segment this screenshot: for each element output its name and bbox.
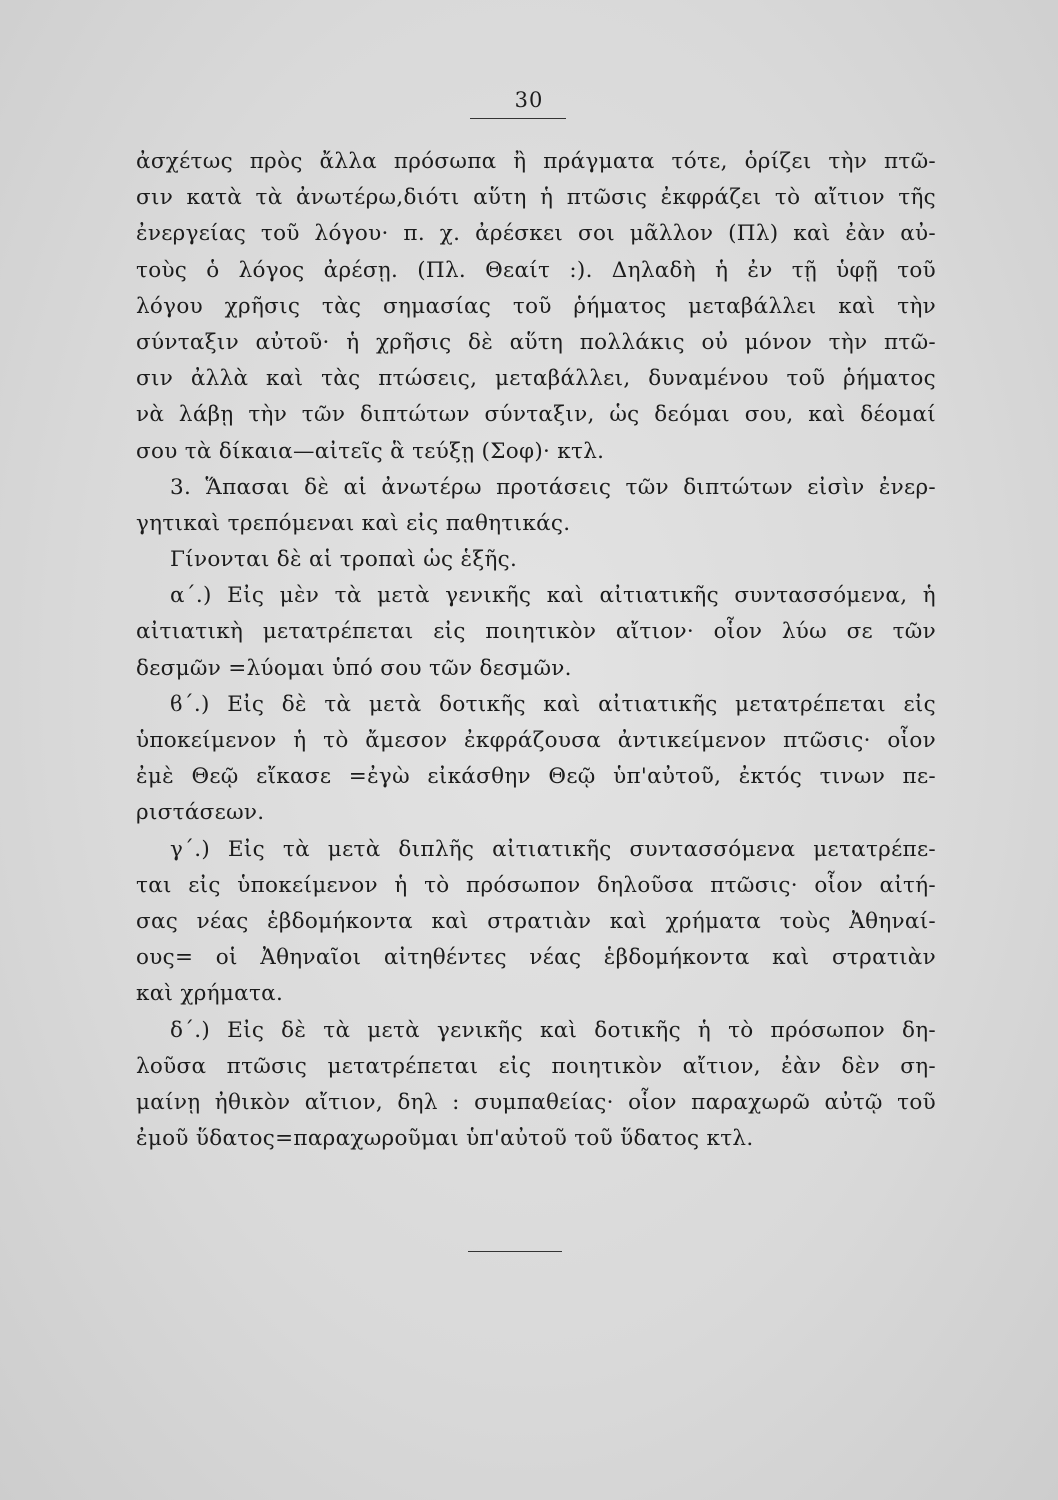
text-line: ἀσχέτως πρὸς ἄλλα πρόσωπα ἢ πράγματα τότε, ὁρίζει τὴν πτῶ- (136, 149, 936, 174)
text-line: καὶ χρήματα. (136, 981, 284, 1007)
text-line: σου τὰ δίκαια—αἰτεῖς ἃ τεύξῃ (Σοφ)· κτλ. (136, 438, 605, 464)
text-line: λοῦσα πτῶσις μετατρέπεται εἰς ποιητικὸν αἴτιον, ἐὰν δὲν ση- (136, 1053, 936, 1079)
page-number: 30 (514, 88, 544, 112)
text-line: γ΄.) Εἰς τὰ μετὰ διπλῆς αἰτιατικῆς συντασσόμενα μετατρέπε- (170, 836, 936, 862)
text-line: ἐμὲ Θεῷ εἴκασε =ἐγὼ εἰκάσθην Θεῷ ὑπ'αὐτοῦ, ἐκτός τινων πε- (136, 764, 936, 790)
text-line: σύνταξιν αὐτοῦ· ἡ χρῆσις δὲ αὕτη πολλάκις οὐ μόνον τὴν πτῶ- (136, 329, 936, 355)
text-line: σας νέας ἑβδομήκοντα καὶ στρατιὰν καὶ χρήματα τοὺς Ἀθηναί- (136, 908, 936, 934)
text-line: ται εἰς ὑποκείμενον ἡ τὸ πρόσωπον δηλοῦσα πτῶσις· οἷον αἰτή- (136, 872, 936, 898)
text-line: νὰ λάβῃ τὴν τῶν διπτώτων σύνταξιν, ὡς δεόμαι σου, καὶ δέομαί (136, 402, 936, 428)
text-line: α΄.) Εἰς μὲν τὰ μετὰ γενικῆς καὶ αἰτιατικῆς συντασσόμενα, ἡ (170, 583, 936, 609)
footer-rule (468, 1251, 562, 1252)
body-text (136, 144, 936, 1157)
text-line: Γίνονται δὲ αἱ τροπαὶ ὡς ἑξῆς. (170, 547, 518, 573)
text-line: ὑποκείμενον ἡ τὸ ἄμεσον ἐκφράζουσα ἀντικείμενον πτῶσις· οἷον (136, 728, 936, 753)
text-line: 3. Ἅπασαι δὲ αἱ ἀνωτέρω προτάσεις τῶν διπτώτων εἰσὶν ἐνερ- (170, 474, 936, 500)
text-line: λόγου χρῆσις τὰς σημασίας τοῦ ῥήματος μεταβάλλει καὶ τὴν (136, 293, 936, 319)
text-line: δ΄.) Εἰς δὲ τὰ μετὰ γενικῆς καὶ δοτικῆς ἡ τὸ πρόσωπον δη- (170, 1017, 936, 1043)
text-line: ριστάσεων. (136, 800, 265, 826)
text-line: τοὺς ὁ λόγος ἀρέσῃ. (Πλ. Θεαίτ :). Δηλαδὴ ἡ ἐν τῇ ὑφῇ τοῦ (136, 257, 936, 283)
text-line: ἐμοῦ ὕδατος=παραχωροῦμαι ὑπ'αὐτοῦ τοῦ ὕδατος κτλ. (136, 1126, 754, 1152)
text-line: γητικαὶ τρεπόμεναι καὶ εἰς παθητικάς. (136, 510, 571, 536)
text-line: μαίνῃ ἠθικὸν αἴτιον, δηλ : συμπαθείας· οἷον παραχωρῶ αὐτῷ τοῦ (136, 1089, 936, 1115)
text-line: ους= οἱ Ἀθηναῖοι αἰτηθέντες νέας ἑβδομήκοντα καὶ στρατιὰν (136, 945, 936, 971)
header-rule (470, 118, 566, 119)
text-line: αἰτιατικὴ μετατρέπεται εἰς ποιητικὸν αἴτιον· οἷον λύω σε τῶν (136, 619, 936, 645)
text-line: ἐνεργείας τοῦ λόγου· π. χ. ἀρέσκει σοι μᾶλλον (Πλ) καὶ ἐὰν αὐ- (136, 221, 936, 247)
text-line: σιν κατὰ τὰ ἀνωτέρω,διότι αὕτη ἡ πτῶσις ἐκφράζει τὸ αἴτιον τῆς (136, 185, 936, 211)
text-line: ϐ΄.) Εἰς δὲ τὰ μετὰ δοτικῆς καὶ αἰτιατικῆς μετατρέπεται εἰς (170, 691, 936, 717)
text-line: σιν ἀλλὰ καὶ τὰς πτώσεις, μεταβάλλει, δυναμένου τοῦ ῥήματος (136, 366, 936, 392)
text-line: δεσμῶν =λύομαι ὑπό σου τῶν δεσμῶν. (136, 655, 572, 681)
